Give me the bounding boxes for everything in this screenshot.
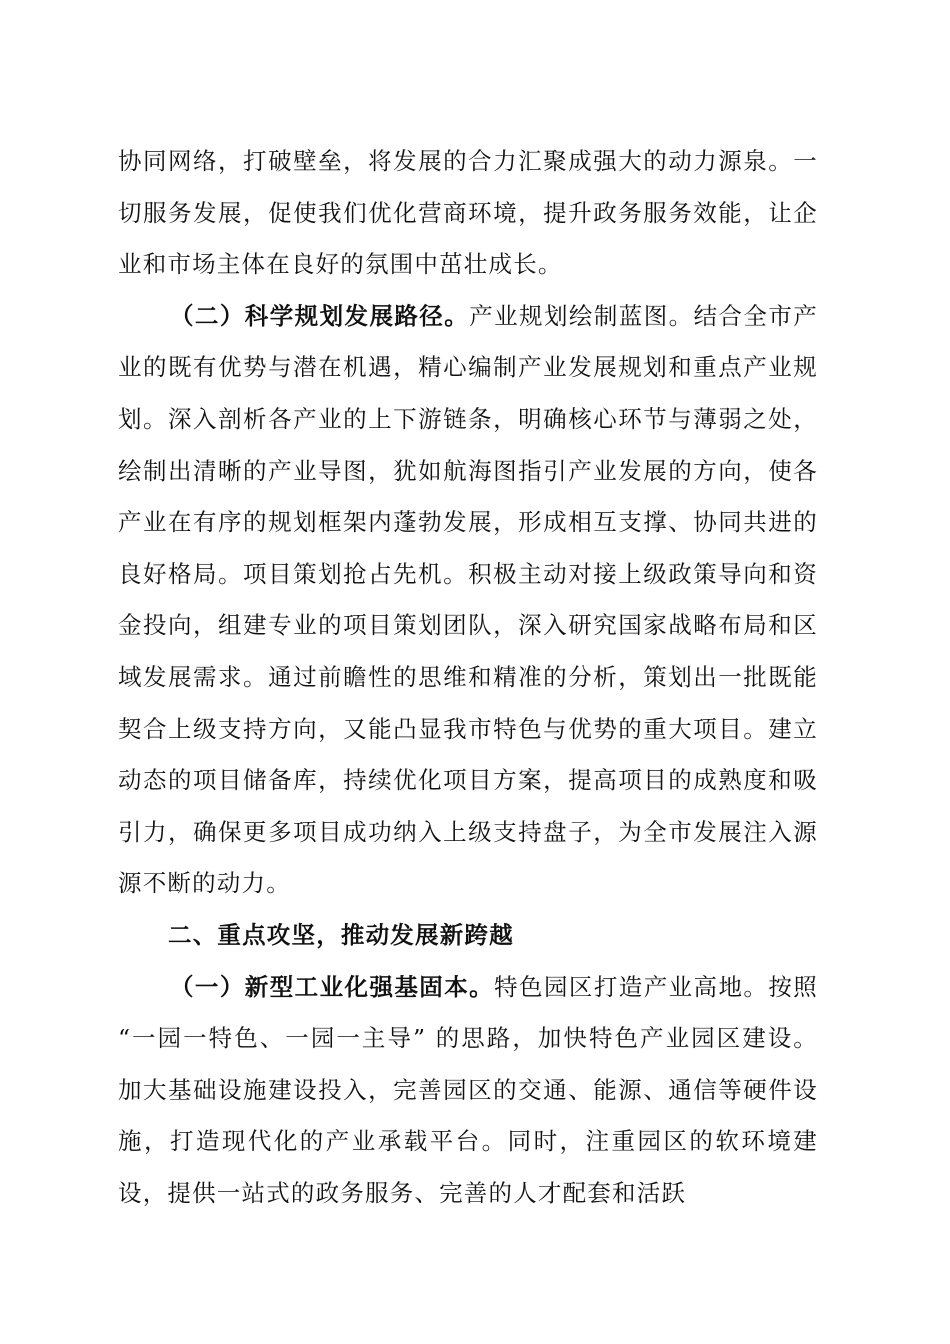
- document-page: [118, 136, 818, 1219]
- paragraph-text: 产业规划绘制蓝图。结合全市产业的既有优势与潜在机遇，精心编制产业发展规划和重点产业规划。深入剖析各产业的上下游链条，明确核心环节与薄弱之处，绘制出清晰的产业导图，犹如航海图指引产业发展的方向，使各产业在有序的规划框架内蓬勃发展，形成相互支撑、协同共进的良好格局。项目策划抢占先机。积极主动对接上级政策导向和资金投向，组建专业的项目策划团队，深入研究国家战略布局和区域发展需求。通过前瞻性的思维和精准的分析，策划出一批既能契合上级支持方向，又能凸显我市特色与优势的重大项目。建立动态的项目储备库，持续优化项目方案，提高项目的成熟度和吸引力，确保更多项目成功纳入上级支持盘子，为全市发展注入源源不断的动力。: [118, 301, 818, 898]
- paragraph-industrialization: [118, 962, 818, 1220]
- section-heading: 二、重点攻坚，推动发展新跨越: [168, 920, 514, 949]
- subheading-industrialization: （一）新型工业化强基固本。: [170, 972, 495, 1001]
- paragraph-continuation: [118, 136, 818, 291]
- paragraph-text: 协同网络，打破壁垒，将发展的合力汇聚成强大的动力源泉。一切服务发展，促使我们优化营商环境，提升政务服务效能，让企业和市场主体在良好的氛围中茁壮成长。: [118, 147, 818, 279]
- paragraph-planning: [118, 291, 818, 910]
- subheading-planning: （二）科学规划发展路径。: [170, 301, 470, 330]
- paragraph-text: 特色园区打造产业高地。按照 “一园一特色、一园一主导” 的思路，加快特色产业园区建设。加大基础设施建设投入，完善园区的交通、能源、通信等硬件设施，打造现代化的产业承载平台。同时，注重园区的软环境建设，提供一站式的政务服务、完善的人才配套和活跃: [118, 972, 818, 1207]
